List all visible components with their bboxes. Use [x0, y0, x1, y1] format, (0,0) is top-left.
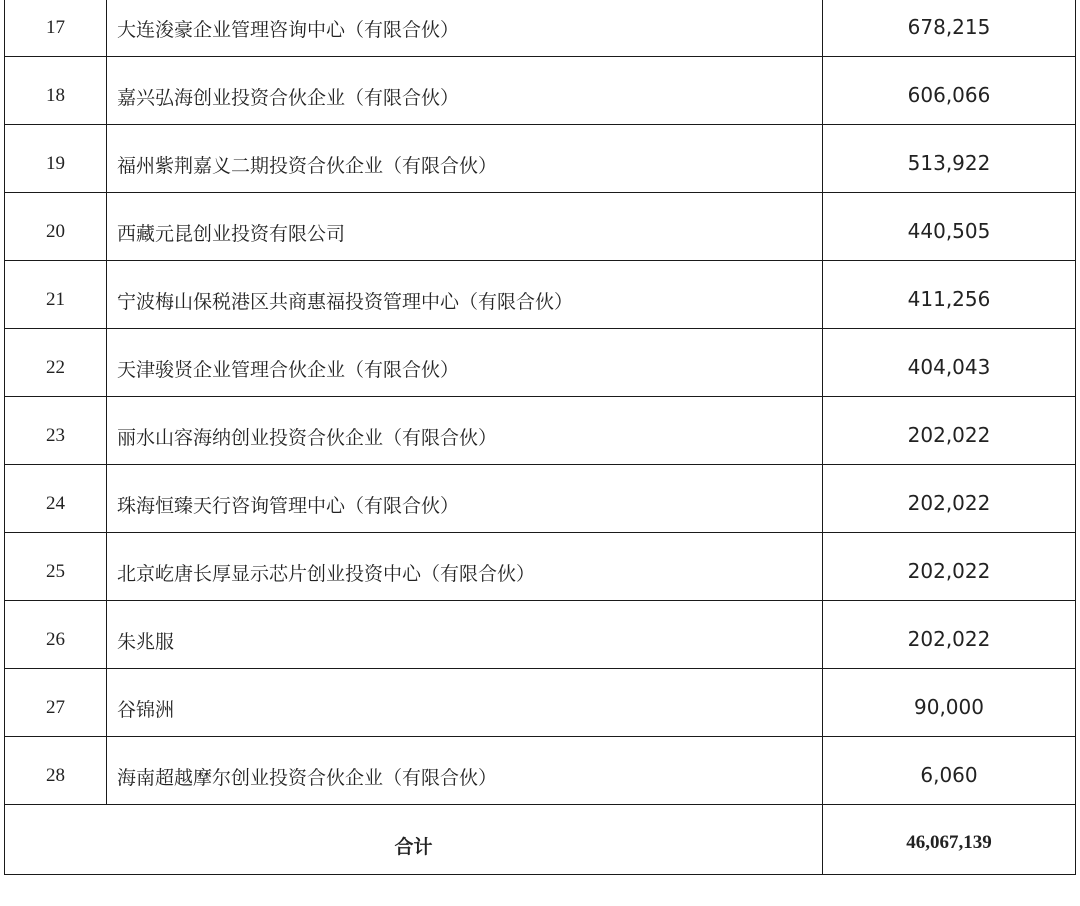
shareholder-name: 丽水山容海纳创业投资合伙企业（有限合伙）	[107, 397, 823, 465]
table-row	[5, 57, 1076, 125]
shareholder-name: 天津骏贤企业管理合伙企业（有限合伙）	[107, 329, 823, 397]
shareholder-table-container	[4, 0, 1076, 875]
table-row	[5, 397, 1076, 465]
row-index: 21	[5, 261, 107, 329]
table-row	[5, 601, 1076, 669]
table-row	[5, 533, 1076, 601]
row-index: 25	[5, 533, 107, 601]
shareholder-table	[4, 0, 1076, 875]
share-amount: 411,256	[823, 261, 1076, 329]
total-row	[5, 805, 1076, 875]
table-row	[5, 669, 1076, 737]
total-value: 46,067,139	[823, 805, 1076, 875]
shareholder-name: 海南超越摩尔创业投资合伙企业（有限合伙）	[107, 737, 823, 805]
row-index: 26	[5, 601, 107, 669]
shareholder-name: 宁波梅山保税港区共商惠福投资管理中心（有限合伙）	[107, 261, 823, 329]
row-index: 28	[5, 737, 107, 805]
table-row	[5, 125, 1076, 193]
share-amount: 6,060	[823, 737, 1076, 805]
row-index: 22	[5, 329, 107, 397]
row-index: 24	[5, 465, 107, 533]
share-amount: 202,022	[823, 465, 1076, 533]
shareholder-name: 嘉兴弘海创业投资合伙企业（有限合伙）	[107, 57, 823, 125]
row-index: 19	[5, 125, 107, 193]
share-amount: 90,000	[823, 669, 1076, 737]
table-row	[5, 465, 1076, 533]
shareholder-name: 谷锦洲	[107, 669, 823, 737]
row-index: 27	[5, 669, 107, 737]
share-amount: 678,215	[823, 0, 1076, 57]
shareholder-name: 珠海恒臻天行咨询管理中心（有限合伙）	[107, 465, 823, 533]
table-row	[5, 737, 1076, 805]
table-row	[5, 261, 1076, 329]
shareholder-name: 朱兆服	[107, 601, 823, 669]
row-index: 17	[5, 0, 107, 57]
share-amount: 202,022	[823, 601, 1076, 669]
table-row	[5, 329, 1076, 397]
share-amount: 440,505	[823, 193, 1076, 261]
share-amount: 606,066	[823, 57, 1076, 125]
row-index: 18	[5, 57, 107, 125]
table-row	[5, 193, 1076, 261]
shareholder-name: 西藏元昆创业投资有限公司	[107, 193, 823, 261]
row-index: 20	[5, 193, 107, 261]
table-row	[5, 0, 1076, 57]
table-body	[5, 0, 1076, 875]
share-amount: 202,022	[823, 533, 1076, 601]
share-amount: 404,043	[823, 329, 1076, 397]
total-label: 合计	[5, 805, 823, 875]
shareholder-name: 北京屹唐长厚显示芯片创业投资中心（有限合伙）	[107, 533, 823, 601]
share-amount: 202,022	[823, 397, 1076, 465]
row-index: 23	[5, 397, 107, 465]
shareholder-name: 福州紫荆嘉义二期投资合伙企业（有限合伙）	[107, 125, 823, 193]
share-amount: 513,922	[823, 125, 1076, 193]
shareholder-name: 大连浚豪企业管理咨询中心（有限合伙）	[107, 0, 823, 57]
